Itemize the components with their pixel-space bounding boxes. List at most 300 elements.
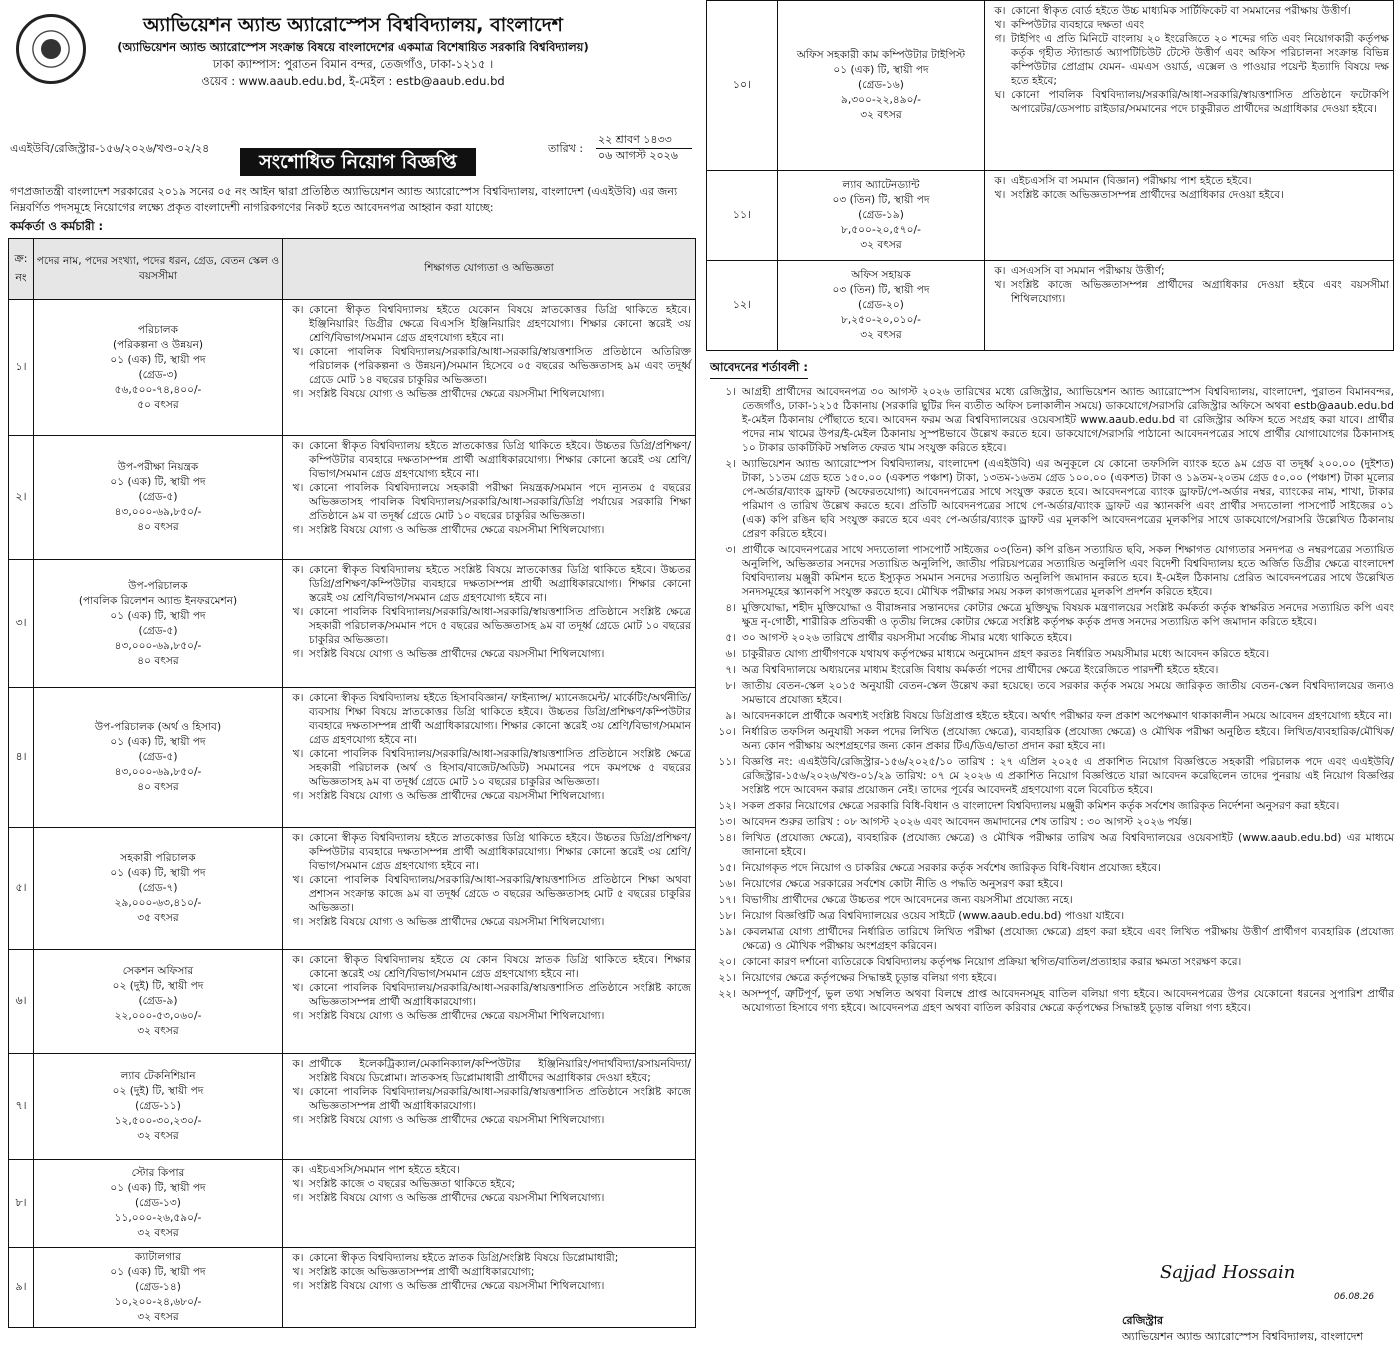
date-english: ০৬ আগস্ট ২০২৬	[598, 149, 678, 162]
condition-number: ১১।	[718, 756, 736, 768]
post-title: ল্যাব অ্যাটেনড্যান্ট	[842, 179, 920, 191]
qualification-text: সংশ্লিষ্ট বিষয়ে যোগ্য ও অভিজ্ঞ প্রার্থীদের ক্ষেত্রে বয়সসীমা শিথিলযোগ্য।	[309, 790, 605, 802]
qualification-item	[287, 303, 691, 345]
post-scale: ২২,০০০-৫৩,০৬০/-	[114, 1010, 202, 1022]
letterhead	[98, 12, 608, 90]
qualification-item	[989, 4, 1389, 18]
table-row	[9, 1160, 696, 1248]
condition-item	[706, 663, 1394, 677]
table-row	[9, 1054, 696, 1160]
post-details	[34, 436, 283, 560]
row-serial: ৮।	[9, 1160, 34, 1248]
qualification-item	[287, 953, 691, 981]
qualification-item	[989, 18, 1389, 32]
qualification-marker: খ।	[994, 189, 1006, 201]
qualification-marker: গ।	[292, 648, 304, 660]
qualification-marker: ক।	[292, 564, 304, 576]
row-serial: ১।	[9, 300, 34, 436]
qualification-item	[287, 1009, 691, 1023]
table-row	[9, 950, 696, 1054]
signature-date: 06.08.26	[1334, 1292, 1375, 1302]
condition-item	[706, 861, 1394, 875]
qualification-marker: ক।	[994, 5, 1006, 17]
qualification-text: এসএসসি বা সমমান পরীক্ষায় উত্তীর্ণ;	[1011, 265, 1165, 277]
post-title: ক্যাটালগার	[134, 1251, 182, 1263]
qualification-text: সংশ্লিষ্ট কাজে অভিজ্ঞতাসম্পন্ন প্রার্থীদের অগ্রাধিকার দেওয়া হইবে এবং বয়সসীমা শিথিলযোগ্য।	[1011, 279, 1389, 305]
condition-item	[706, 877, 1394, 891]
qualification-cell	[985, 261, 1394, 351]
post-scale: ৮,২৫০-২০,০১০/-	[841, 314, 921, 326]
qualification-text: কম্পিউটার ব্যবহারে দক্ষতা এবং	[1011, 19, 1145, 31]
qualification-cell	[283, 1160, 696, 1248]
condition-text: প্রার্থীকে আবেদনপত্রের সাথে সদ্যতোলা পাসপোর্ট সাইজের ০৩(তিন) কপি রঙিন সত্যায়িত ছবি, সকল শিক্ষাগত যোগ্যতার সনদপত্র ও নম্বরপত্রের সত্যায়িত অনুলিপি, অভিজ্ঞতার সনদের সত্যায়িত অনুলিপি, জাতীয় পরিচয়পত্রের সত্যায়িত অনুলিপি এবং বিদেশী বিশ্ববিদ্যালয় হতে অর্জিত ডিগ্রীর ক্ষেত্রে বাংলাদেশ বিশ্ববিদ্যালয় মঞ্জুরী কমিশন হতে ইস্যুকৃত সমমান সনদের সত্যায়িত অনুলিপি জমাদান করতে হবে। ই-মেইল ঠিকানায় প্রেরিত আবেদনপত্রের সাথে উল্লেখিত সনদসমূহের স্ক্যানকপি সংযুক্ত করতে হবে। মৌখিক পরীক্ষার সময় সকল কাগজপত্রের মূলকপি প্রদর্শন করিতে হইবে।	[742, 544, 1394, 598]
qualification-marker: ক।	[292, 1252, 304, 1264]
qualification-item	[989, 32, 1389, 88]
condition-text: নিয়োগের ক্ষেত্রে কর্তৃপক্ষের সিদ্ধান্তই চূড়ান্ত বলিয়া গণ্য হইবে।	[742, 972, 997, 984]
post-details	[34, 1248, 283, 1328]
post-details	[34, 688, 283, 828]
post-count: ০১ (এক) টি, স্থায়ী পদ	[110, 736, 206, 748]
qualification-text: সংশ্লিষ্ট বিষয়ে যোগ্য ও অভিজ্ঞ প্রার্থীদের ক্ষেত্রে বয়সসীমা শিথিলযোগ্য।	[309, 916, 605, 928]
qualification-marker: গ।	[292, 790, 304, 802]
post-title2: (পাবলিক রিলেশন অ্যান্ড ইনফরমেশন)	[78, 594, 238, 607]
notice-title: সংশোধিত নিয়োগ বিজ্ঞপ্তি	[240, 148, 476, 176]
post-grade: (গ্রেড-৭)	[138, 882, 178, 894]
qualification-item	[287, 789, 691, 803]
post-count: ০১ (এক) টি, স্থায়ী পদ	[110, 1182, 206, 1194]
qualification-text: সংশ্লিষ্ট কাজে অভিজ্ঞতাসম্পন্ন প্রার্থী অগ্রাধিকারযোগ্য;	[309, 1266, 535, 1278]
qualification-marker: ঘ।	[994, 89, 1006, 101]
condition-text: বিজ্ঞপ্তি নং: এএইউবি/রেজিস্ট্রার-১৫৬/২০২৫/১০ তারিখ : ২৭ এপ্রিল ২০২৫ এ প্রকাশিত নিয়োগ বিজ্ঞপ্তিতে সহকারী পরিচালক পদে এবং এএইউবি/রেজিস্ট্রার-১৫৬/২০২৬/খণ্ড-০১/২৯ তারিখ: ০৭ মে ২০২৬ এ প্রকাশিত নিয়োগ বিজ্ঞপ্তিতে যারা আবেদন করেছিলেন তাদের পুনরায় এই নিয়োগ বিজ্ঞপ্তির সংশ্লিষ্ট পদে আবেদন করার প্রয়োজন নেই। তাদের পূর্বের আবেদনই গ্রহণযোগ্য বলে বিবেচিত হইবে।	[742, 756, 1394, 796]
post-count: ০৩ (তিন) টি, স্থায়ী পদ	[832, 194, 930, 206]
qualification-text: কোনো স্বীকৃত বিশ্ববিদ্যালয় হইতে সংশ্লিষ্ট বিষয়ে স্নাতকোত্তর ডিগ্রি থাকিতে হইবে। উচ্চতর ডিগ্রি/প্রশিক্ষণ/কম্পিউটার ব্যবহারে দক্ষতাসম্পন্ন প্রার্থী অগ্রাধিকারযোগ্য। শিক্ষার কোনো স্তরেই ৩য় শ্রেণি/বিভাগ/সমমান গ্রেড গ্রহণযোগ্য হইবে না।	[309, 564, 691, 604]
condition-item	[706, 971, 1394, 985]
qualification-item	[287, 831, 691, 873]
qualification-marker: ক।	[994, 265, 1006, 277]
condition-item	[706, 457, 1394, 541]
table-row	[9, 560, 696, 688]
post-grade: (গ্রেড-১৬)	[858, 79, 904, 91]
qualification-text: কোনো পাবলিক বিশ্ববিদ্যালয়/সরকারি/আধা-সরকারি/স্বায়ত্তশাসিত প্রতিষ্ঠানে শিক্ষা অথবা প্রশাসন সংক্রান্ত কাজে ৯ম বা তদূর্ধ্ব গ্রেডে ৩ বছরের অভিজ্ঞতাসহ মোট ৫ বছরের চাকুরির অভিজ্ঞতা।	[309, 874, 691, 914]
qualification-marker: খ।	[292, 982, 304, 994]
qualification-item	[989, 174, 1389, 188]
qualification-marker: খ।	[994, 19, 1006, 31]
post-details	[778, 171, 985, 261]
qualification-text: কোনো স্বীকৃত বিশ্ববিদ্যালয় হইতে স্নাতক ডিগ্রি/সংশ্লিষ্ট বিষয়ে ডিপ্লোমাধারী;	[309, 1252, 619, 1264]
table-row	[9, 688, 696, 828]
conditions-list	[706, 385, 1394, 1017]
condition-item	[706, 893, 1394, 907]
qualification-cell	[985, 1, 1394, 171]
condition-item	[706, 679, 1394, 707]
condition-text: আগ্রহী প্রার্থীদের আবেদনপত্র ৩০ আগস্ট ২০২৬ তারিখের মধ্যে রেজিস্ট্রার, অ্যাভিয়েশন অ্যান্ড অ্যারোস্পেস বিশ্ববিদ্যালয়, বাংলাদেশ, পুরাতন বিমানবন্দর, তেজগাঁও, ঢাকা-১২১৫ ঠিকানায় (সরকারি ছুটির দিন ব্যতীত অফিস চলাকালীন সময়ে) ডাকযোগে/সরাসরি রেজিস্ট্রার অফিসে অথবা estb@aaub.edu.bd ই-মেইল ঠিকানায় পৌঁছাতে হবে। আবেদন ফরম অত্র বিশ্ববিদ্যালয়ের ওয়েবসাইট www.aaub.edu.bd বা রেজিস্ট্রার অফিস হতে সংগ্রহ করা যাবে। প্রার্থীর পদের নাম খামের উপর/ই-মেইল ঠিকানায় সুস্পষ্টভাবে উল্লেখ করতে হবে। ডাকযোগে/সরাসরি পাঠানো আবেদনপত্রের সাথে প্রার্থীর যোগাযোগের ঠিকানাসহ ১০ টাকার ডাকটিকিট সম্বলিত ফেরত খাম সংযুক্ত করিতে হইবে।	[742, 386, 1394, 454]
header-sl: ক্র: নং	[9, 239, 34, 300]
condition-number: ১৬।	[718, 878, 736, 890]
header-post: পদের নাম, পদের সংখ্যা, পদের ধরন, গ্রেড, বেতন স্কেল ও বয়সসীমা	[34, 239, 283, 300]
qualification-text: সংশ্লিষ্ট বিষয়ে যোগ্য ও অভিজ্ঞ প্রার্থীদের ক্ষেত্রে বয়সসীমা শিথিলযোগ্য।	[309, 1010, 605, 1022]
condition-item	[706, 601, 1394, 629]
post-age: ৪০ বৎসর	[137, 781, 179, 793]
condition-number: ১৩।	[718, 816, 736, 828]
qualification-marker: গ।	[292, 388, 304, 400]
qualification-item	[287, 605, 691, 647]
qualification-text: টাইপিং এ প্রতি মিনিটে বাংলায় ২০ ইংরেজিতে ২০ শব্দের গতি এবং নিয়োগকারী কর্তৃপক্ষ কর্তৃক গৃহীত স্ট্যান্ডার্ড অ্যাপটিচিউট টেস্টে উত্তীর্ণ এবং অফিস পরিচালনা সংক্রান্ত বিভিন্ন কম্পিউটার প্রোগ্রাম যেমন- এমএস ওয়ার্ড, এক্সেল ও পাওয়ার পয়েন্ট ইত্যাদি বিষয়ে দক্ষ হতে হইবে;	[1011, 33, 1389, 87]
condition-number: ৮।	[725, 680, 736, 692]
date-label: তারিখ :	[548, 142, 584, 155]
post-title: উপ-পরিচালক	[128, 579, 188, 592]
post-title: স্টোর কিপার	[131, 1167, 185, 1179]
condition-item	[706, 925, 1394, 953]
qualification-cell	[283, 1054, 696, 1160]
qualification-marker: খ।	[292, 346, 304, 358]
qualification-text: কোনো পাবলিক বিশ্ববিদ্যালয়/সরকারি/আধা-সরকারি/স্বায়ত্তশাসিত প্রতিষ্ঠানে ফটোকপি অপারেটর/ডেসপাচ রাইডার/সমমানের পদে চাকুরীরত প্রার্থীদের অগ্রাধিকার দেওয়া হইবে।	[1011, 89, 1389, 115]
condition-item	[706, 955, 1394, 969]
table-row	[9, 828, 696, 950]
qualification-item	[287, 691, 691, 747]
condition-number: ৪।	[725, 602, 736, 614]
post-grade: (গ্রেড-৫)	[138, 624, 178, 637]
post-age: ৩২ বৎসর	[137, 1130, 179, 1142]
table-row	[707, 261, 1394, 351]
qualification-item	[287, 873, 691, 915]
qualification-marker: ক।	[292, 1164, 304, 1176]
condition-item	[706, 987, 1394, 1015]
row-serial: ১২।	[707, 261, 778, 351]
qualification-marker: খ।	[292, 606, 304, 618]
qualification-marker: গ।	[292, 916, 304, 928]
condition-text: আবেদনকালে প্রার্থীকে অবশ্যই সংশ্লিষ্ট বিষয়ে ডিগ্রিপ্রাপ্ত হইতে হইবে। অর্থাৎ পরীক্ষার ফল প্রকাশ অপেক্ষমাণ থাকাকালীন সময়ে আবেদন গ্রহণযোগ্য হইবে না।	[742, 710, 1392, 722]
condition-number: ২২।	[718, 988, 736, 1000]
post-count: ০১ (এক) টি, স্থায়ী পদ	[833, 64, 929, 76]
post-age: ৪০ বৎসর	[137, 654, 179, 667]
row-serial: ৭।	[9, 1054, 34, 1160]
condition-text: সকল প্রকার নিয়োগের ক্ষেত্রে সরকারি বিধি-বিধান ও বাংলাদেশ বিশ্ববিদ্যালয় মঞ্জুরী কমিশন কর্তৃক সর্বশেষ জারিকৃত নির্দেশনা অনুসরণ করা হইবে।	[742, 800, 1340, 812]
qualification-text: কোনো স্বীকৃত বিশ্ববিদ্যালয় হইতে হিসাববিজ্ঞান/ ফাইন্যান্স/ ম্যানেজমেন্ট/ মার্কেটিং/অর্থনীতি/ব্যবসায় শিক্ষা বিষয়ে স্নাতকোত্তর ডিগ্রি থাকিতে হইবে। উচ্চতর ডিগ্রি/প্রশিক্ষণ/কম্পিউটার ব্যবহারে দক্ষতাসম্পন্ন প্রার্থী অগ্রাধিকারযোগ্য। শিক্ষার কোনো স্তরেই ৩য় শ্রেণি/বিভাগ/সমমান গ্রেড গ্রহণযোগ্য হইবে না।	[309, 692, 691, 746]
posts-table-continued-body	[707, 1, 1394, 351]
qualification-marker: ক।	[292, 440, 304, 452]
qualification-text: কোনো স্বীকৃত বিশ্ববিদ্যালয় হইতে যেকোন বিষয়ে স্নাতকোত্তর ডিগ্রি থাকিতে হইবে। ইঞ্জিনিয়ারিং ডিগ্রীর ক্ষেত্রে বিএসসি ইঞ্জিনিয়ারিং গ্রহণযোগ্য। শিক্ষার কোনো স্তরেই ৩য় শ্রেণি/বিভাগ/সমমান গ্রেড গ্রহণযোগ্য হইবে না।	[309, 304, 691, 344]
condition-number: ২০।	[718, 956, 736, 968]
condition-number: ৩।	[725, 544, 736, 556]
qualification-cell	[283, 300, 696, 436]
qualification-text: কোনো পাবলিক বিশ্ববিদ্যালয়/সরকারি/আধা-সরকারি/স্বায়ত্তশাসিত প্রতিষ্ঠানে সংশ্লিষ্ট কাজে অভিজ্ঞতাসম্পন্ন প্রার্থী অগ্রাধিকারযোগ্য।	[309, 982, 691, 1008]
qualification-text: সংশ্লিষ্ট বিষয়ে যোগ্য ও অভিজ্ঞ প্রার্থীদের ক্ষেত্রে বয়সসীমা শিথিলযোগ্য।	[309, 1192, 605, 1204]
post-details	[34, 1054, 283, 1160]
qualification-item	[287, 1265, 691, 1279]
post-details	[34, 560, 283, 688]
condition-item	[706, 831, 1394, 859]
date-divider	[596, 148, 692, 149]
condition-item	[706, 709, 1394, 723]
qualification-marker: খ।	[292, 1178, 304, 1190]
qualification-text: সংশ্লিষ্ট বিষয়ে যোগ্য ও অভিজ্ঞ প্রার্থীদের ক্ষেত্রে বয়সসীমা শিথিলযোগ্য।	[309, 524, 605, 536]
qualification-text: এইচএসসি বা সমমান (বিজ্ঞান) পরীক্ষায় পাশ হইতে হইবে।	[1011, 175, 1252, 187]
qualification-cell	[283, 688, 696, 828]
row-serial: ২।	[9, 436, 34, 560]
qualification-cell	[283, 950, 696, 1054]
post-age: ৩২ বৎসর	[860, 329, 902, 341]
qualification-marker: গ।	[292, 1010, 304, 1022]
university-tagline: (অ্যাভিয়েশন অ্যান্ড অ্যারোস্পেস সংক্রান্ত বিষয়ে বাংলাদেশের একমাত্র বিশেষায়িত সরকারি বিশ্ববিদ্যালয়)	[117, 40, 589, 54]
qualification-marker: গ।	[292, 1192, 304, 1204]
qualification-text: সংশ্লিষ্ট বিষয়ে যোগ্য ও অভিজ্ঞ প্রার্থীদের ক্ষেত্রে বয়সসীমা শিথিলযোগ্য।	[309, 1280, 605, 1292]
condition-item	[706, 631, 1394, 645]
condition-item	[706, 815, 1394, 829]
conditions-title: আবেদনের শর্তাবলী :	[710, 359, 808, 379]
qualification-marker: খ।	[292, 482, 304, 494]
qualification-text: কোনো স্বীকৃত বোর্ড হইতে উচ্চ মাধ্যমিক সার্টিফিকেট বা সমমানের পরীক্ষায় উত্তীর্ণ।	[1011, 5, 1351, 17]
qualification-item	[287, 563, 691, 605]
condition-item	[706, 799, 1394, 813]
table-row	[9, 1248, 696, 1328]
post-scale: ৪৩,০০০-৬৯,৮৫০/-	[114, 506, 202, 518]
row-serial: ৯।	[9, 1248, 34, 1328]
university-name: অ্যাভিয়েশন অ্যান্ড অ্যারোস্পেস বিশ্ববিদ্যালয়, বাংলাদেশ	[143, 14, 563, 36]
table-row	[9, 436, 696, 560]
post-scale: ৪৩,০০০-৬৯,৮৫০/-	[114, 639, 202, 652]
header-qualification: শিক্ষাগত যোগ্যতা ও অভিজ্ঞতা	[283, 239, 696, 300]
qualification-marker: ক।	[292, 304, 304, 316]
post-count: ০১ (এক) টি, স্থায়ী পদ	[110, 476, 206, 488]
post-count: ০৩ (তিন) টি, স্থায়ী পদ	[832, 284, 930, 296]
row-serial: ৬।	[9, 950, 34, 1054]
condition-number: ৯।	[725, 710, 736, 722]
condition-item	[706, 647, 1394, 661]
condition-text: কোনো কারণ দর্শানো ব্যতিরেকে বিশ্ববিদ্যালয় কর্তৃপক্ষ নিয়োগ প্রক্রিয়া স্থগিত/বাতিল/প্রত্যাহার করার ক্ষমতা সংরক্ষণ করে।	[742, 956, 1242, 968]
condition-number: ১৭।	[718, 894, 736, 906]
qualification-item	[287, 523, 691, 537]
post-age: ৩২ বৎসর	[137, 1227, 179, 1239]
condition-item	[706, 385, 1394, 455]
post-grade: (গ্রেড-১৪)	[135, 1281, 181, 1293]
posts-table-continued	[706, 0, 1394, 351]
post-title: সহকারী পরিচালক	[120, 852, 196, 864]
post-scale: ৪৩,০০০-৬৯,৮৫০/-	[114, 766, 202, 778]
qualification-item	[287, 647, 691, 661]
condition-text: কেবলমাত্র যোগ্য প্রার্থীদের নির্ধারিত তারিখে লিখিত পরীক্ষা (প্রযোজ্য ক্ষেত্রে) গ্রহণ করা হইবে এবং লিখিত পরীক্ষায় উত্তীর্ণ প্রার্থীগণ ব্যবহারিক (প্রযোজ্য ক্ষেত্রে) ও মৌখিক পরীক্ষায় অংশগ্রহণ করিবেন।	[742, 926, 1394, 952]
post-count: ০১ (এক) টি, স্থায়ী পদ	[110, 353, 206, 366]
post-age: ৩২ বৎসর	[860, 109, 902, 121]
condition-number: ৫।	[725, 632, 736, 644]
condition-text: অত্র বিশ্ববিদ্যালয়ে অধ্যয়নের মাধ্যম ইংরেজি বিধায় কর্মকর্তা পদের প্রার্থীদের ক্ষেত্রে ইংরেজিতে পারদর্শী হইতে হইবে।	[742, 664, 1219, 676]
qualification-item	[287, 1191, 691, 1205]
post-title: অফিস সহকারী কাম কম্পিউটার টাইপিস্ট	[796, 49, 966, 61]
qualification-marker: গ।	[994, 33, 1006, 45]
memo-number: এএইউবি/রেজিস্ট্রার-১৫৬/২০২৬/খণ্ড-০২/২৪	[10, 142, 210, 155]
qualification-cell	[283, 1248, 696, 1328]
qualification-text: সংশ্লিষ্ট কাজে অভিজ্ঞতাসম্পন্ন প্রার্থীদের অগ্রাধিকার দেওয়া হইবে।	[1011, 189, 1284, 201]
qualification-text: কোনো পাবলিক বিশ্ববিদ্যালয়/সরকারি/আধা-সরকারি/স্বায়ত্তশাসিত প্রতিষ্ঠানে সংশ্লিষ্ট ক্ষেত্রে সহকারী পরিচালক (অর্থ ও হিসাব/বাজেট/অডিট) সমমানের পদে কমপক্ষে ৫ বছরের অভিজ্ঞতাসহ ৯ম বা তদূর্ধ্ব গ্রেডে মোট ১০ বছরের চাকুরির অভিজ্ঞতা।	[309, 748, 691, 788]
post-grade: (গ্রেড-৩)	[138, 368, 178, 381]
post-count: ০১ (এক) টি, স্থায়ী পদ	[110, 867, 206, 879]
qualification-item	[287, 1177, 691, 1191]
row-serial: ৫।	[9, 828, 34, 950]
condition-text: চাকুরীরত যোগ্য প্রার্থীগণকে যথাযথ কর্তৃপক্ষের মাধ্যমে অনুমোদন গ্রহণ করতঃ নির্ধারিত সময়সীমার মধ্যে আবেদন করিতে হইবে।	[742, 648, 1270, 660]
condition-number: ৬।	[725, 648, 736, 660]
qualification-text: কোনো পাবলিক বিশ্ববিদ্যালয়ে সহকারী পরীক্ষা নিয়ন্ত্রক/সমমান পদে ন্যূনতম ৫ বছরের অভিজ্ঞতাসহ পাবলিক বিশ্ববিদ্যালয়/সরকারি/আধা-সরকারি/ডিগ্রি পর্যায়ের সরকারি শিক্ষা প্রতিষ্ঠানে ৯ম বা তদূর্ধ্ব গ্রেডে মোট ১০ বছরের চাকুরির অভিজ্ঞতা।	[309, 482, 691, 522]
condition-text: নিয়োগ বিজ্ঞপ্তিটি অত্র বিশ্ববিদ্যালয়ের ওয়েব সাইটে (www.aaub.edu.bd) পাওয়া যাইবে।	[742, 910, 1125, 922]
qualification-item	[287, 481, 691, 523]
qualification-item	[287, 981, 691, 1009]
post-scale: ১০,২০০-২৪,৬৮০/-	[114, 1296, 202, 1308]
post-count: ০২ (দুই) টি, স্থায়ী পদ	[112, 1085, 204, 1097]
post-title: অফিস সহায়ক	[851, 269, 911, 281]
qualification-cell	[985, 171, 1394, 261]
post-age: ৪০ বৎসর	[137, 521, 179, 533]
condition-text: অসম্পূর্ণ, ত্রুটিপূর্ণ, ভুল তথ্য সম্বলিত অথবা বিলম্বে প্রাপ্ত আবেদনসমূহ বাতিল বলিয়া গণ্য হইবে। আবেদনপত্রের উপর যেকোনো ধরনের সুপারিশ প্রার্থীর অযোগ্যতা হিসাবে গণ্য হইবে। আবেদনপত্র গ্রহণ অথবা বাতিল করিবার ক্ষেত্রে কর্তৃপক্ষের সিদ্ধান্তই চূড়ান্ত বলিয়া গণ্য হইবে।	[742, 988, 1394, 1014]
qualification-item	[287, 345, 691, 387]
table-header-row	[9, 239, 696, 300]
qualification-marker: খ।	[292, 874, 304, 886]
qualification-text: কোনো পাবলিক বিশ্ববিদ্যালয়/সরকারি/আধা-সরকারি/স্বায়ত্তশাসিত প্রতিষ্ঠানে সংশ্লিষ্ট কাজে অভিজ্ঞতাসম্পন্ন প্রার্থী অগ্রাধিকারযোগ্য।	[309, 1086, 691, 1112]
condition-number: ১০।	[718, 726, 736, 738]
qualification-marker: ক।	[292, 1058, 304, 1070]
qualification-marker: ক।	[994, 175, 1006, 187]
condition-text: নিয়োগের ক্ষেত্রে সরকারের সর্বশেষ কোটা নীতি ও পদ্ধতি অনুসরণ করা হইবে।	[742, 878, 1063, 890]
qualification-text: কোনো স্বীকৃত বিশ্ববিদ্যালয় হইতে স্নাতকোত্তর ডিগ্রি থাকিতে হইবে। উচ্চতর ডিগ্রি/প্রশিক্ষণ/কম্পিউটার ব্যবহারে দক্ষতাসম্পন্ন প্রার্থী অগ্রাধিকারযোগ্য। শিক্ষার কোনো স্তরেই ৩য় শ্রেণি/বিভাগ/সমমান গ্রেড গ্রহণযোগ্য হইবে না।	[309, 832, 691, 872]
qualification-marker: গ।	[292, 524, 304, 536]
post-details	[34, 950, 283, 1054]
condition-text: নির্ধারিত তফসিল অনুযায়ী সকল পদের লিখিত (প্রযোজ্য ক্ষেত্রে), ব্যবহারিক (প্রযোজ্য ক্ষেত্রে) ও মৌখিক পরীক্ষা অনুষ্ঠিত হইবে। লিখিত/ব্যবহারিক/মৌখিক/অন্য কোন পরীক্ষায় অংশগ্রহণের জন্য কোন প্রকার টিএ/ডিএ/ভাতা প্রদান করা হইবে না।	[742, 726, 1394, 752]
post-details	[34, 828, 283, 950]
qualification-marker: খ।	[292, 1266, 304, 1278]
post-title2: (পরিকল্পনা ও উন্নয়ন)	[112, 338, 204, 351]
condition-number: ২১।	[718, 972, 736, 984]
qualification-text: কোনো স্বীকৃত বিশ্ববিদ্যালয় হইতে স্নাতকোত্তর ডিগ্রি থাকিতে হইবে। উচ্চতর ডিগ্রি/প্রশিক্ষণ/কম্পিউটার ব্যবহারে দক্ষতাসম্পন্ন প্রার্থী অগ্রাধিকারযোগ্য। শিক্ষার কোনো স্তরেই ৩য় শ্রেণি/বিভাগ/সমমান গ্রেড গ্রহণযোগ্য হইবে না।	[309, 440, 691, 480]
qualification-item	[287, 1057, 691, 1085]
qualification-marker: খ।	[994, 279, 1006, 291]
post-details	[778, 1, 985, 171]
qualification-item	[287, 1163, 691, 1177]
post-count: ০১ (এক) টি, স্থায়ী পদ	[110, 609, 206, 622]
row-serial: ৩।	[9, 560, 34, 688]
qualification-item	[287, 1085, 691, 1113]
condition-text: মুক্তিযোদ্ধা, শহীদ মুক্তিযোদ্ধা ও বীরাঙ্গনার সন্তানদের কোটার ক্ষেত্রে মুক্তিযুদ্ধ বিষয়ক মন্ত্রণালয়ের সংশ্লিষ্ট কর্মকর্তা কর্তৃক স্বাক্ষরিত সনদের সত্যায়িত কপি এবং ক্ষুদ্র নৃ-গোষ্ঠী, শারীরিক প্রতিবন্ধী ও তৃতীয় লিঙ্গের কোটার ক্ষেত্রে সংশ্লিষ্ট কর্তৃপক্ষ কর্তৃক প্রদত্ত সনদের সত্যায়িত কপি জমাদান করিতে হইবে।	[742, 602, 1394, 628]
qualification-marker: ক।	[292, 954, 304, 966]
qualification-text: কোনো স্বীকৃত বিশ্ববিদ্যালয় হইতে যে কোন বিষয়ে স্নাতক ডিগ্রি থাকিতে হইবে। শিক্ষার কোনো স্তরেই ৩য় শ্রেণি/বিভাগ/সমমান গ্রেড গ্রহণযোগ্য হইবে না।	[309, 954, 691, 980]
condition-text: নিয়োগকৃত পদে নিয়োগ ও চাকরির ক্ষেত্রে সরকার কর্তৃক সর্বশেষ জারিকৃত বিধি-বিধান প্রযোজ্য হইবে।	[742, 862, 1161, 874]
qualification-item	[287, 1113, 691, 1127]
condition-item	[706, 543, 1394, 599]
qualification-item	[287, 747, 691, 789]
post-scale: ১১,০০০-২৬,৫৯০/-	[114, 1212, 202, 1224]
qualification-cell	[283, 828, 696, 950]
qualification-text: সংশ্লিষ্ট বিষয়ে যোগ্য ও অভিজ্ঞ প্রার্থীদের ক্ষেত্রে বয়সসীমা শিথিলযোগ্য।	[309, 648, 605, 660]
condition-text: ৩০ আগস্ট ২০২৬ তারিখে প্রার্থীর বয়সসীমা সর্বোচ্চ সীমার মধ্যে থাকিতে হইবে।	[742, 632, 1073, 644]
qualification-text: কোনো পাবলিক বিশ্ববিদ্যালয়/সরকারি/আধা-সরকারি/স্বায়ত্তশাসিত প্রতিষ্ঠানে অতিরিক্ত পরিচালক (পরিকল্পনা ও উন্নয়ন)/সমমান হিসেবে ০৫ বছরের অভিজ্ঞতাসহ ৯ম এবং তদূর্ধ্ব গ্রেডে মোট ১৪ বছরের চাকুরির অভিজ্ঞতা।	[309, 346, 691, 386]
qualification-marker: গ।	[292, 1280, 304, 1292]
intro-paragraph: গণপ্রজাতন্ত্রী বাংলাদেশ সরকারের ২০১৯ সনের ০৫ নং আইন দ্বারা প্রতিষ্ঠিত অ্যাভিয়েশন অ্যান্ড অ্যারোস্পেস বিশ্ববিদ্যালয়, বাংলাদেশ (এএইউবি) এর জন্য নিম্নবর্ণিত পদসমূহে নিয়োগের লক্ষ্যে প্রকৃত বাংলাদেশী নাগরিকগণের নিকট হতে আবেদনপত্র আহ্বান করা যাচ্ছে:	[10, 185, 678, 214]
post-count: ০২ (দুই) টি, স্থায়ী পদ	[112, 980, 204, 992]
condition-text: জাতীয় বেতন-স্কেল ২০১৫ অনুযায়ী বেতন-স্কেল উল্লেখ করা হয়েছে। তবে সরকার কর্তৃক সময়ে সময়ে জারিকৃত জাতীয় বেতন-স্কেল বিশ্ববিদ্যালয়ের জন্যও সমভাবে প্রযোজ্য হইবে।	[742, 680, 1394, 706]
qualification-text: সংশ্লিষ্ট বিষয়ে যোগ্য ও অভিজ্ঞ প্রার্থীদের ক্ষেত্রে বয়সসীমা শিথিলযোগ্য।	[309, 388, 605, 400]
post-grade: (গ্রেড-৯)	[138, 995, 178, 1007]
post-age: ৩২ বৎসর	[137, 1025, 179, 1037]
post-grade: (গ্রেড-৫)	[138, 751, 178, 763]
posts-table	[8, 238, 696, 1328]
qualification-item	[989, 278, 1389, 306]
table-row	[707, 1, 1394, 171]
post-count: ০১ (এক) টি, স্থায়ী পদ	[110, 1266, 206, 1278]
registrar-organization: অ্যাভিয়েশন অ্যান্ড অ্যারোস্পেস বিশ্ববিদ্যালয়, বাংলাদেশ	[1122, 1330, 1364, 1343]
row-serial: ১১।	[707, 171, 778, 261]
condition-number: ১।	[725, 386, 736, 398]
condition-item	[706, 909, 1394, 923]
date-bangla: ২২ শ্রাবণ ১৪৩৩	[598, 133, 672, 146]
post-title: উপ-পরীক্ষা নিয়ন্ত্রক	[117, 461, 199, 473]
post-grade: (গ্রেড-১১)	[135, 1100, 181, 1112]
condition-item	[706, 755, 1394, 797]
qualification-item	[989, 188, 1389, 202]
condition-number: ১৪।	[718, 832, 736, 844]
qualification-item	[287, 439, 691, 481]
post-details	[34, 300, 283, 436]
qualification-item	[989, 264, 1389, 278]
qualification-cell	[283, 436, 696, 560]
qualification-item	[287, 1251, 691, 1265]
condition-number: ১২।	[718, 800, 736, 812]
registrar-designation: রেজিস্ট্রার	[1122, 1314, 1164, 1327]
qualification-text: প্রার্থীকে ইলেকট্রিক্যাল/মেকানিক্যাল/কম্পিউটার ইঞ্জিনিয়ারিং/পদার্থবিদ্যা/রসায়নবিদ্যা/ সংশ্লিষ্ট বিষয়ে ডিপ্লোমা। স্নাতকসহ ডিপ্লোমাধারী প্রার্থীদের অগ্রাধিকার দেওয়া হইবে;	[309, 1058, 691, 1084]
condition-text: আবেদন শুরুর তারিখ : ০৮ আগস্ট ২০২৬ এবং আবেদন জমাদানের শেষ তারিখ : ৩০ আগস্ট ২০২৬ পর্যন্ত।	[742, 816, 1192, 828]
qualification-item	[287, 1279, 691, 1293]
post-grade: (গ্রেড-১৩)	[135, 1197, 181, 1209]
table-row	[707, 171, 1394, 261]
posts-table-body	[9, 300, 696, 1328]
post-age: ৩২ বৎসর	[137, 1311, 179, 1323]
row-serial: ৪।	[9, 688, 34, 828]
post-scale: ৫৬,৫০০-৭৪,৪০০/-	[114, 383, 202, 396]
campus-address: ঢাকা ক্যাম্পাস: পুরাতন বিমান বন্দর, তেজগাঁও, ঢাকা-১২১৫ ।	[212, 57, 494, 71]
condition-number: ১৫।	[718, 862, 736, 874]
qualification-text: সংশ্লিষ্ট বিষয়ে যোগ্য ও অভিজ্ঞ প্রার্থীদের ক্ষেত্রে বয়সসীমা শিথিলযোগ্য।	[309, 1114, 605, 1126]
post-age: ৩২ বৎসর	[860, 239, 902, 251]
qualification-marker: খ।	[292, 748, 304, 760]
post-details	[34, 1160, 283, 1248]
qualification-item	[989, 88, 1389, 116]
section-label: কর্মকর্তা ও কর্মচারী :	[10, 219, 104, 233]
condition-number: ১৯।	[718, 926, 736, 938]
condition-item	[706, 725, 1394, 753]
condition-number: ৭।	[725, 664, 736, 676]
post-scale: ১২,৫০০-৩০,২৩০/-	[114, 1115, 202, 1127]
post-grade: (গ্রেড-৫)	[138, 491, 178, 503]
post-details	[778, 261, 985, 351]
qualification-item	[287, 915, 691, 929]
condition-text: বিভাগীয় প্রার্থীদের ক্ষেত্রে উচ্চতর পদে আবেদনের জন্য বয়সসীমা প্রযোজ্য নহে।	[742, 894, 1073, 906]
post-title: উপ-পরিচালক (অর্থ ও হিসাব)	[94, 721, 222, 733]
condition-text: লিখিত (প্রযোজ্য ক্ষেত্রে), ব্যবহারিক (প্রযোজ্য ক্ষেত্রে) ও মৌখিক পরীক্ষার তারিখ অত্র বিশ্ববিদ্যালয়ের ওয়েবসাইট (www.aaub.edu.bd) এর মাধ্যমে জানানো হইবে।	[742, 832, 1394, 858]
post-age: ৩৫ বৎসর	[137, 912, 179, 924]
post-grade: (গ্রেড-১৯)	[858, 209, 904, 221]
qualification-text: সংশ্লিষ্ট কাজে ৩ বছরের অভিজ্ঞতা থাকিতে হইবে;	[309, 1178, 516, 1190]
qualification-cell	[283, 560, 696, 688]
qualification-marker: ক।	[292, 832, 304, 844]
post-age: ৫০ বৎসর	[137, 398, 179, 411]
table-row	[9, 300, 696, 436]
qualification-text: কোনো পাবলিক বিশ্ববিদ্যালয়/সরকারি/আধা-সরকারি/স্বায়ত্তশাসিত প্রতিষ্ঠানে সংশ্লিষ্ট ক্ষেত্রে সহকারী পরিচালক/সমমান পদে ৫ বছরের অভিজ্ঞতাসহ ৯ম বা তদূর্ধ্ব গ্রেডে মোট ১০ বছরের চাকুরির অভিজ্ঞতা।	[309, 606, 691, 646]
post-scale: ৯,৩০০-২২,৪৯০/-	[841, 94, 921, 106]
post-title: সেকশন অফিসার	[122, 965, 194, 977]
post-title: ল্যাব টেকনিশিয়ান	[120, 1070, 196, 1082]
qualification-marker: ক।	[292, 692, 304, 704]
condition-number: ২।	[725, 458, 736, 470]
signature-script: Sajjad Hossain	[1160, 1262, 1296, 1283]
post-grade: (গ্রেড-২০)	[858, 299, 904, 311]
university-seal-logo	[16, 14, 86, 84]
qualification-marker: খ।	[292, 1086, 304, 1098]
post-scale: ৮,৫০০-২০,৫৭০/-	[841, 224, 921, 236]
